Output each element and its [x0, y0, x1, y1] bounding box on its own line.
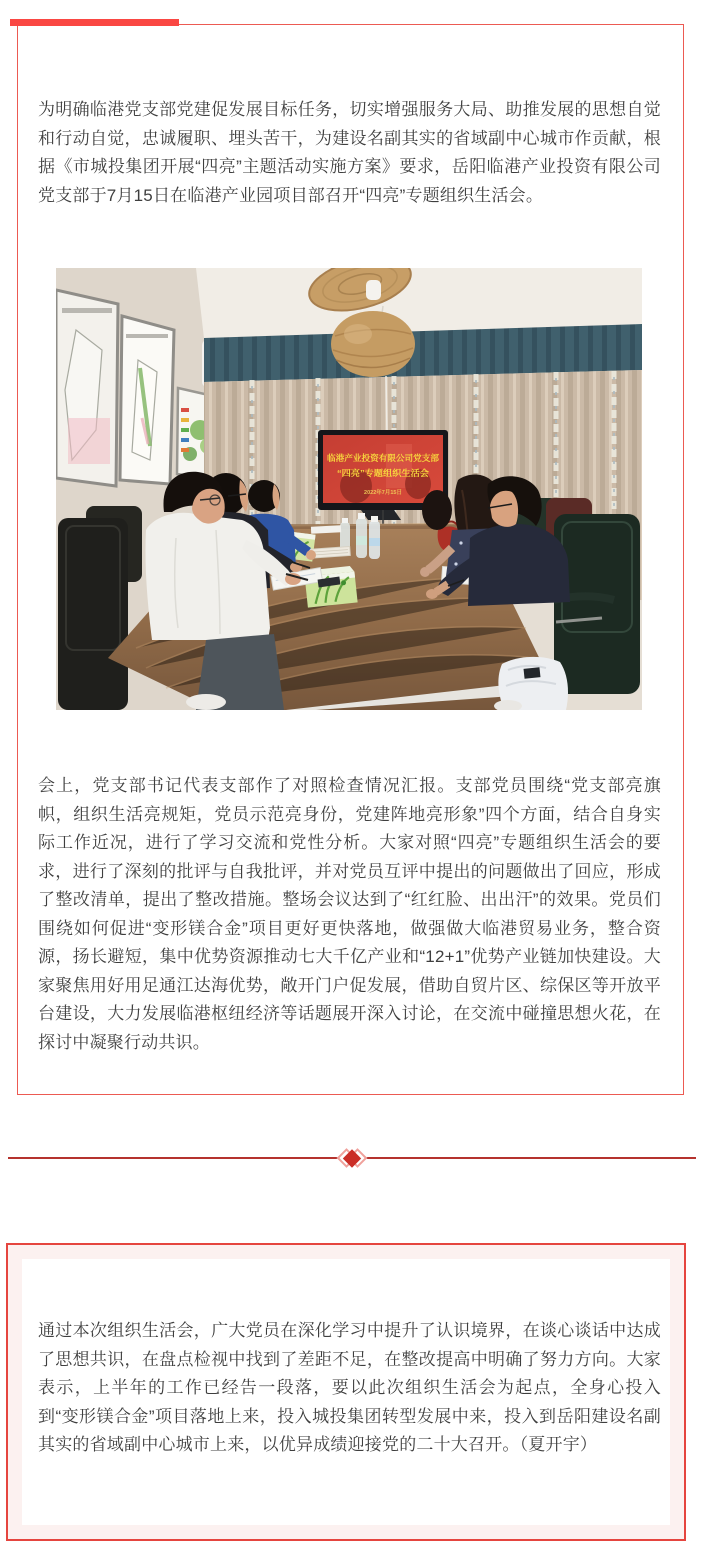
meeting-photo — [56, 268, 642, 710]
tv-screen-title-line1: 临港产业投资有限公司党支部 — [326, 452, 439, 463]
paragraph-intro: 为明确临港党支部党建促发展目标任务，切实增强服务大局、助推发展的思想自觉和行动自觉，忠诚履职、埋头苦干，为建设名副其实的省域副中心城市作贡献，根据《市城投集团开展“四亮”主题活动实施方案》要求，岳阳临港产业投资有限公司党支部于7月15日在临港产业园项目部召开“四亮”专题组织生活会。 — [38, 100, 661, 205]
meeting-photo-illustration — [56, 268, 642, 710]
content-box-top — [17, 24, 684, 1095]
tv-screen-date: 2022年7月15日 — [363, 489, 402, 496]
paragraph-conclusion: 通过本次组织生活会，广大党员在深化学习中提升了认识境界，在谈心谈话中达成了思想共识，在盘点检视中找到了差距不足，在整改提高中明确了努力方向。大家表示，上半年的工作已经告一段落，要以此次组织生活会为起点，全身心投入到“变形镁合金”项目落地上来，投入城投集团转型发展中来，投入到岳阳建设名副其实的省域副中心城市上来，以优异成绩迎接党的二十大召开。（夏开宇） — [38, 1321, 661, 1454]
content-box-bottom — [6, 1243, 686, 1541]
paragraph-meeting: 会上，党支部书记代表支部作了对照检查情况汇报。支部党员围绕“党支部亮旗帜，组织生活亮规矩，党员示范亮身份，党建阵地亮形象”四个方面，结合自身实际工作近况，进行了学习交流和党性分析。大家对照“四亮”专题组织生活会的要求，进行了深刻的批评与自我批评，并对党员互评中提出的问题做出了回应，形成了整改清单，提出了整改措施。整场会议达到了“红红脸、出出汗”的效果。党员们围绕如何促进“变形镁合金”项目更好更快落地，做强做大临港贸易业务，整合资源，扬长避短，集中优势资源推动七大千亿产业和“12+1”优势产业链加快建设。大家聚焦用好用足通江达海优势，敞开门户促发展，借助自贸片区、综保区等开放平台建设，大力发展临港枢纽经济等话题展开深入讨论，在交流中碰撞思想火花，在探讨中凝聚行动共识。 — [38, 776, 661, 1052]
divider-ornament — [339, 1151, 366, 1165]
top-accent-bar — [10, 19, 179, 26]
tv-screen-title-line2: “四亮”专题组织生活会 — [336, 467, 430, 478]
section-divider — [8, 1157, 696, 1159]
